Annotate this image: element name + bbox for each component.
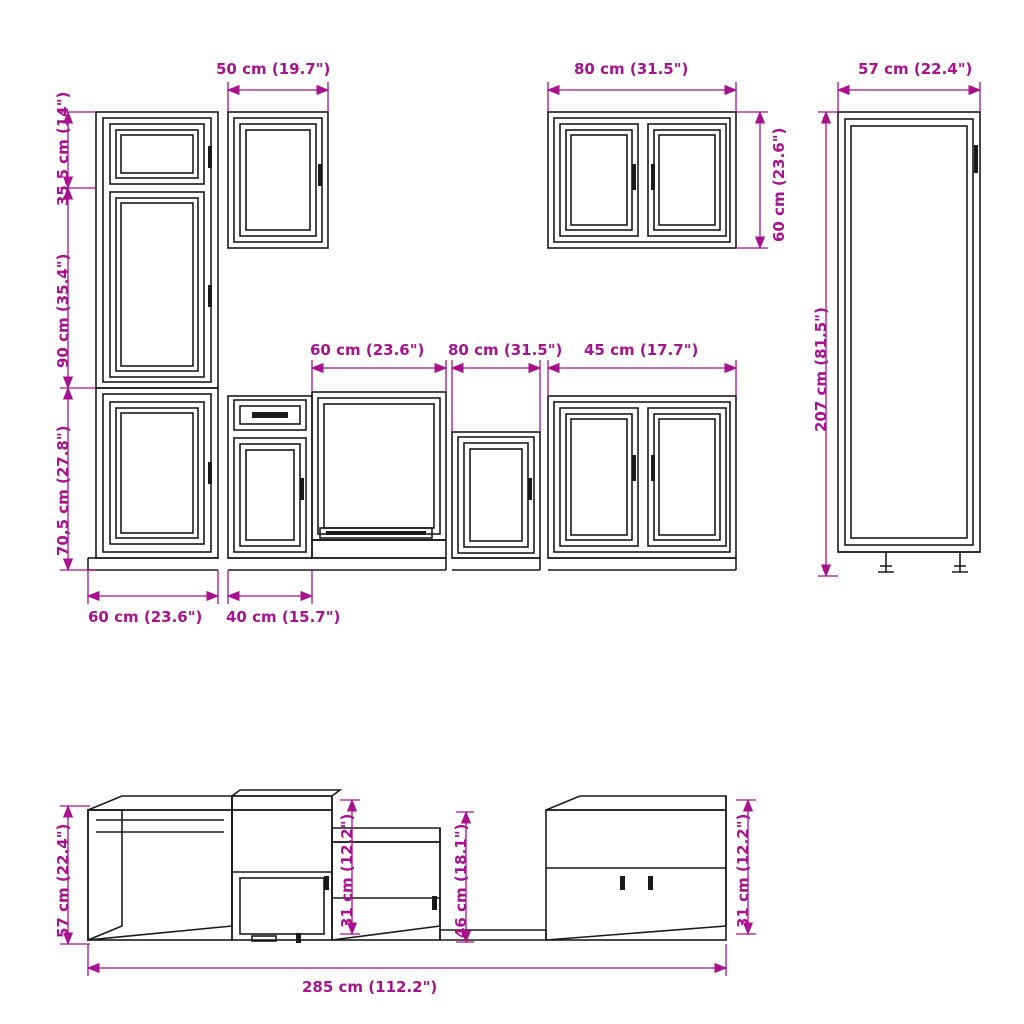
dim-wall-unit-60-height: 60 cm (23.6") bbox=[770, 127, 788, 242]
dim-bottom-40-width: 40 cm (15.7") bbox=[226, 608, 341, 626]
dim-plan-depth-57: 57 cm (22.4") bbox=[54, 823, 72, 938]
dim-base-height: 70,5 cm (27.8") bbox=[54, 425, 72, 556]
dim-base-80-width: 80 cm (31.5") bbox=[448, 341, 563, 359]
dim-wall-unit-80-width: 80 cm (31.5") bbox=[574, 60, 689, 78]
dim-plan-height-31-right: 31 cm (12.2") bbox=[734, 813, 752, 928]
dim-larder-depth: 57 cm (22.4") bbox=[858, 60, 973, 78]
dim-plan-height-31-left: 31 cm (12.2") bbox=[338, 813, 356, 928]
dim-plan-height-46: 46 cm (18.1") bbox=[452, 823, 470, 938]
dim-tall-unit-top-height: 35,5 cm (14") bbox=[54, 91, 72, 206]
dim-bottom-60-width: 60 cm (23.6") bbox=[88, 608, 203, 626]
dim-base-60-width: 60 cm (23.6") bbox=[310, 341, 425, 359]
dim-plan-total-width: 285 cm (112.2") bbox=[302, 978, 438, 996]
dim-base-45-width: 45 cm (17.7") bbox=[584, 341, 699, 359]
dim-wall-unit-50-width: 50 cm (19.7") bbox=[216, 60, 331, 78]
dim-tall-unit-middle-height: 90 cm (35.4") bbox=[54, 253, 72, 368]
dim-larder-height: 207 cm (81.5") bbox=[812, 307, 830, 432]
